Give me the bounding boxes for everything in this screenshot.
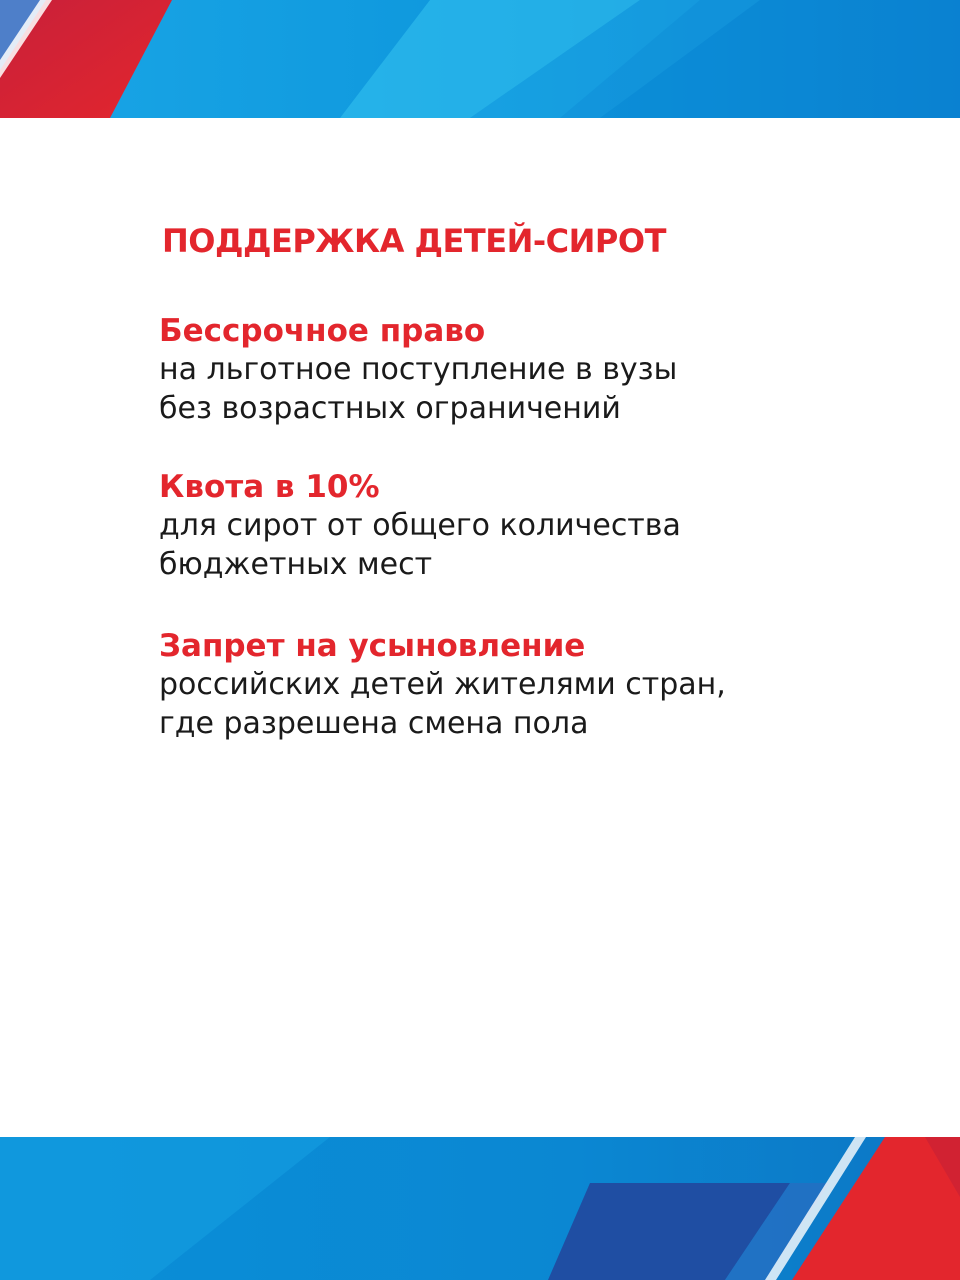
info-block-text-line: на льготное поступление в вузы bbox=[159, 352, 678, 387]
top-decorative-band bbox=[0, 0, 960, 118]
info-block-text-line: без возрастных ограничений bbox=[159, 391, 621, 426]
info-block-title: Бессрочное право bbox=[159, 313, 486, 349]
info-block-quota bbox=[159, 468, 899, 584]
info-block-title: Запрет на усыновление bbox=[159, 628, 586, 664]
info-block-text-line: бюджетных мест bbox=[159, 547, 433, 582]
page-title: ПОДДЕРЖКА ДЕТЕЙ-СИРОТ bbox=[162, 222, 666, 260]
info-block-adoption-ban bbox=[159, 627, 899, 743]
info-block-title: Квота в 10% bbox=[159, 469, 380, 505]
info-block-text-line: где разрешена смена пола bbox=[159, 706, 589, 741]
info-block-text-line: для сирот от общего количества bbox=[159, 508, 681, 543]
bottom-decorative-band bbox=[0, 1137, 960, 1280]
info-block-lifetime-right bbox=[159, 312, 899, 428]
info-block-text-line: российских детей жителями стран, bbox=[159, 667, 726, 702]
